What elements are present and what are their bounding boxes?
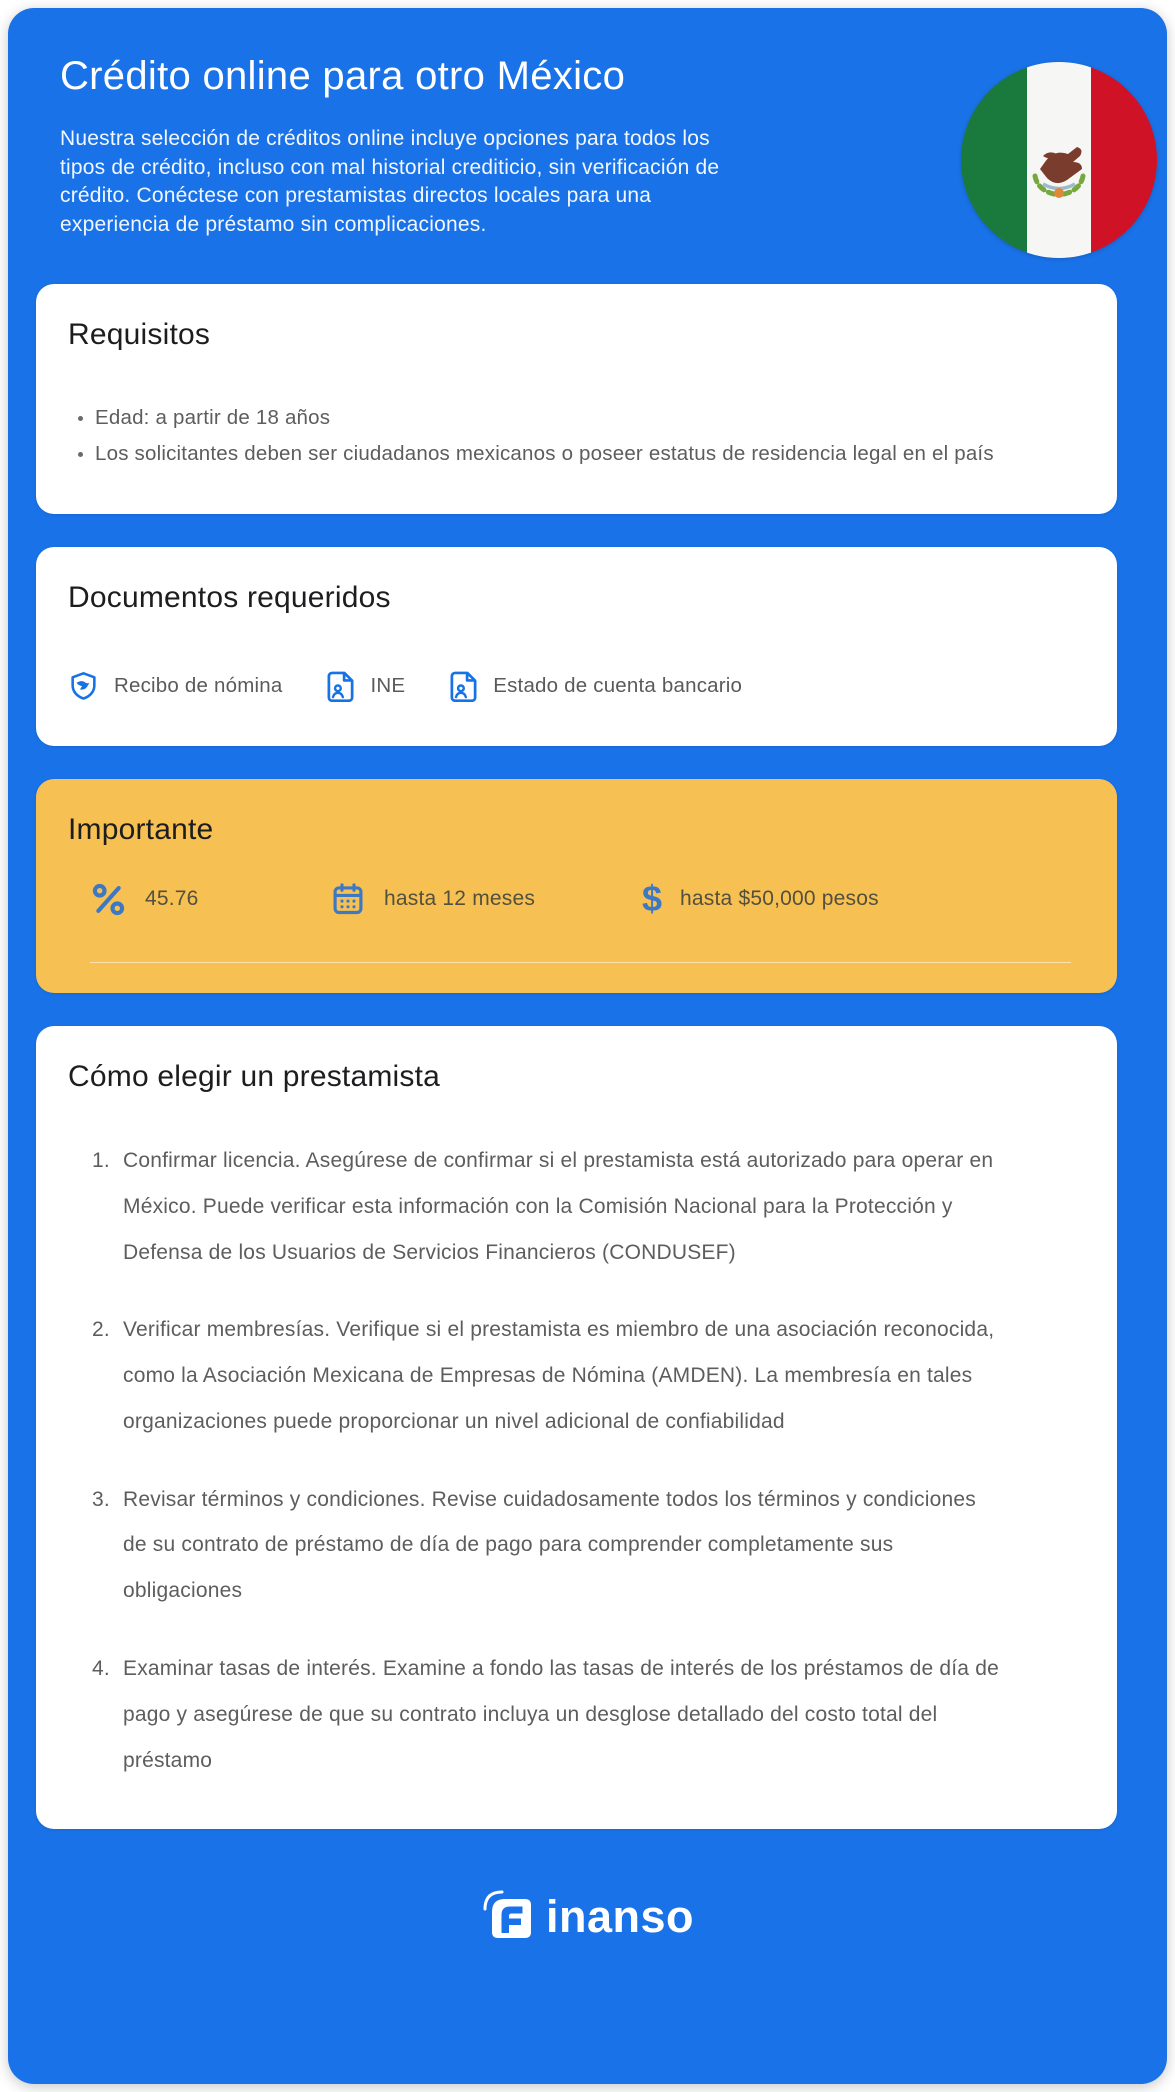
document-item (449, 671, 742, 702)
requirement-item (68, 438, 1089, 471)
stat-value: hasta 12 meses (384, 887, 536, 911)
footer (8, 1862, 1167, 1979)
stat-value: hasta $50,000 pesos (680, 887, 879, 911)
requirement-text: Edad: a partir de 18 años (95, 406, 331, 429)
document-label: Recibo de nómina (114, 674, 283, 698)
step-text: Revisar términos y condiciones. Revise cuidadosamente todos los términos y condiciones de su contrato de préstamo de día de pago para comprender completamente sus obligaciones (123, 1487, 976, 1603)
document-item (326, 671, 405, 702)
documents-row (68, 665, 1089, 706)
step-number: 4. (92, 1656, 110, 1680)
bullet-dot (78, 452, 83, 457)
percent-icon (90, 881, 127, 918)
calendar-icon (330, 881, 366, 917)
documents-title: Documentos requeridos (68, 580, 391, 614)
main-container (8, 8, 1167, 2084)
step-item (92, 1477, 1089, 1614)
document-item (68, 671, 282, 702)
document-label: Estado de cuenta bancario (493, 674, 743, 698)
divider (90, 962, 1071, 964)
requirements-card (36, 284, 1117, 514)
shield-check-icon (68, 671, 99, 702)
finanso-logo-text: inanso (545, 1890, 695, 1942)
step-text: Confirmar licencia. Asegúrese de confirmar si el prestamista está autorizado para operar en México. Puede verificar esta información con la Comisión Nacional para la Protección y Defensa de los Usuarios de Servicios Financieros (CONDUSEF) (123, 1149, 994, 1264)
page-title: Crédito online para otro México (60, 54, 626, 98)
how-to-choose-card (36, 1026, 1117, 1829)
finanso-logo[interactable] (481, 1888, 694, 1949)
finanso-logo-mark-icon (481, 1888, 537, 1949)
important-stats-row (68, 878, 1089, 920)
important-card (36, 779, 1117, 994)
header (60, 48, 1157, 258)
stat-item-rate (90, 881, 330, 918)
step-item (92, 1307, 1089, 1444)
steps-list (68, 1138, 1089, 1783)
requirements-title: Requisitos (68, 318, 211, 351)
step-item (92, 1646, 1089, 1783)
step-number: 3. (92, 1487, 110, 1511)
id-document-icon (326, 671, 355, 702)
requirement-item (68, 402, 1089, 435)
step-text: Examinar tasas de interés. Examine a fondo las tasas de interés de los préstamos de día de pago y asegúrese de que su contrato incluya un desglose detallado del costo total del préstamo (123, 1656, 999, 1772)
page-subtitle: Nuestra selección de créditos online incluye opciones para todos los tipos de crédito, incluso con mal historial crediticio, sin verificación de crédito. Conéctese con prestamistas directos locales para una experiencia de préstamo sin complicaciones. (60, 127, 720, 236)
step-number: 2. (92, 1318, 110, 1342)
documents-card (36, 547, 1117, 746)
mexico-flag-icon (961, 62, 1157, 258)
important-title: Importante (68, 812, 214, 846)
dollar-icon: $ (642, 878, 663, 920)
step-text: Verificar membresías. Verifique si el prestamista es miembro de una asociación reconocida, como la Asociación Mexicana de Empresas de Nómina (AMDEN). La membresía en tales organizaciones puede proporcionar un nivel adicional de confiabilidad (123, 1318, 995, 1433)
bullet-dot (78, 416, 83, 421)
id-document-icon (449, 671, 478, 702)
requirement-text: Los solicitantes deben ser ciudadanos mexicanos o poseer estatus de residencia legal en el país (95, 441, 994, 465)
step-item (92, 1138, 1089, 1275)
stat-item-term (330, 881, 642, 917)
header-text (60, 48, 961, 239)
how-to-choose-title: Cómo elegir un prestamista (68, 1060, 441, 1094)
step-number: 1. (92, 1149, 110, 1173)
requirements-list (68, 402, 1089, 471)
stat-item-amount (642, 878, 879, 920)
document-label: INE (370, 674, 406, 698)
stat-value: 45.76 (145, 887, 199, 911)
